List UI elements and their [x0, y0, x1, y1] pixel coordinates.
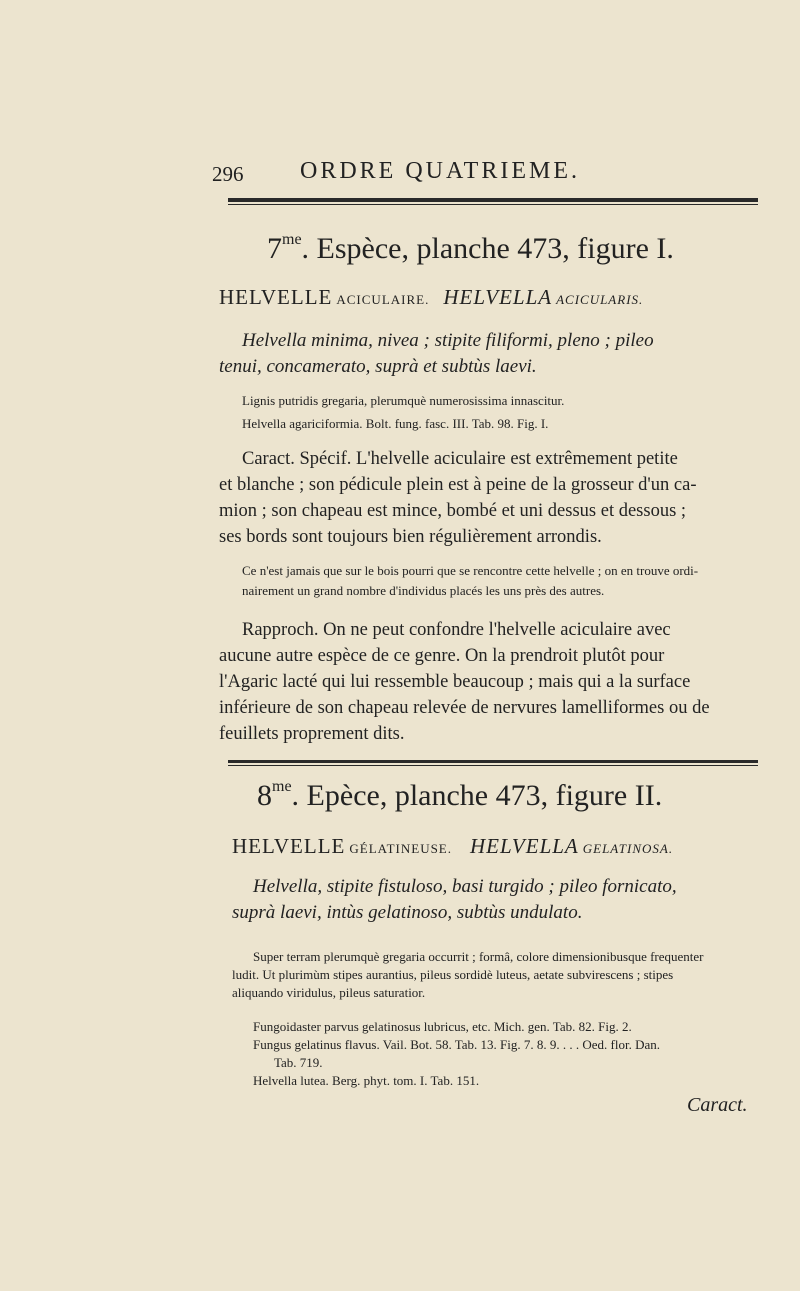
title-superscript: me	[272, 778, 292, 795]
note-line: nairement un grand nombre d'individus placés les uns près des autres.	[242, 583, 605, 598]
species-latin: GELATINOSA.	[582, 841, 674, 856]
title-number: 7	[267, 232, 282, 265]
diagnosis-line: suprà laevi, intùs gelatinoso, subtùs undulato.	[232, 902, 583, 923]
habitat-line: aliquando viridulus, pileus saturatior.	[232, 985, 426, 1000]
rapproch-line: feuillets proprement dits.	[219, 724, 405, 744]
genus-latin: HELVELLA	[470, 834, 579, 858]
genus-french: HELVELLE	[232, 834, 346, 858]
title-text: . Espèce, planche 473, figure I.	[301, 232, 674, 265]
synonym-line: Helvella lutea. Berg. phyt. tom. I. Tab. 151.	[253, 1073, 480, 1088]
caract-line: ses bords sont toujours bien régulièrement arrondis.	[219, 527, 602, 547]
synonym-line: Fungoidaster parvus gelatinosus lubricus, etc. Mich. gen. Tab. 82. Fig. 2.	[253, 1019, 632, 1034]
synonym-text: Helvella agariciformia. Bolt. fung. fasc. III. Tab. 98. Fig. I.	[242, 416, 549, 431]
rapproch-line: aucune autre espèce de ce genre. On la prendroit plutôt pour	[219, 646, 665, 666]
rapproch-line: l'Agaric lacté qui lui ressemble beaucoup ; mais qui a la surface	[219, 672, 691, 692]
diagnosis-line: Helvella minima, nivea ; stipite filiformi, pleno ; pileo	[242, 330, 654, 351]
caract-line: et blanche ; son pédicule plein est à peine de la grosseur d'un ca-	[219, 475, 697, 495]
title-number: 8	[257, 779, 272, 812]
synonym-line: Tab. 719.	[274, 1055, 323, 1070]
caract-line: Caract. Spécif. L'helvelle aciculaire est extrêmement petite	[242, 449, 678, 469]
title-text: . Epèce, planche 473, figure II.	[291, 779, 663, 812]
page-number: 296	[212, 162, 244, 186]
page-header	[0, 158, 800, 194]
genus-latin: HELVELLA	[443, 285, 553, 309]
catchword: Caract.	[687, 1094, 748, 1116]
genus-french: HELVELLE	[219, 285, 333, 309]
habitat-line: Super terram plerumquè gregaria occurrit ; formâ, colore dimensionibusque frequenter	[253, 949, 704, 964]
species-title-8	[257, 778, 662, 813]
genus-line-2	[232, 834, 673, 859]
rapproch-line: Rapproch. On ne peut confondre l'helvelle aciculaire avec	[242, 620, 671, 640]
diagnosis-line: tenui, concamerato, suprà et subtùs laevi.	[219, 356, 537, 377]
note-line: Ce n'est jamais que sur le bois pourri que se rencontre cette helvelle ; on en trouve ordi-	[242, 563, 699, 578]
rapproch-line: inférieure de son chapeau relevée de nervures lamelliformes ou de	[219, 698, 710, 718]
diagnosis-line: Helvella, stipite fistuloso, basi turgido ; pileo fornicato,	[253, 876, 677, 897]
caract-line: mion ; son chapeau est mince, bombé et uni dessus et dessous ;	[219, 501, 687, 521]
header-rule-thin	[228, 204, 758, 205]
habitat-line: ludit. Ut plurimùm stipes aurantius, pileus sordidè luteus, aetate subvirescens ; stipes	[232, 967, 674, 982]
species-french: GÉLATINEUSE.	[349, 841, 453, 856]
section-rule-thick	[228, 760, 758, 763]
habitat-text: Lignis putridis gregaria, plerumquè numerosissima innascitur.	[242, 393, 565, 408]
section-rule-thin	[228, 765, 758, 766]
synonym-line: Fungus gelatinus flavus. Vail. Bot. 58. Tab. 13. Fig. 7. 8. 9. . . . Oed. flor. Dan.	[253, 1037, 661, 1052]
species-title-7	[267, 231, 674, 266]
species-french: ACICULAIRE.	[336, 292, 430, 307]
header-rule-thick	[228, 198, 758, 202]
genus-line-1	[219, 285, 643, 310]
title-superscript: me	[282, 231, 302, 248]
species-latin: ACICULARIS.	[556, 292, 644, 307]
running-head: ORDRE QUATRIEME.	[300, 158, 580, 184]
